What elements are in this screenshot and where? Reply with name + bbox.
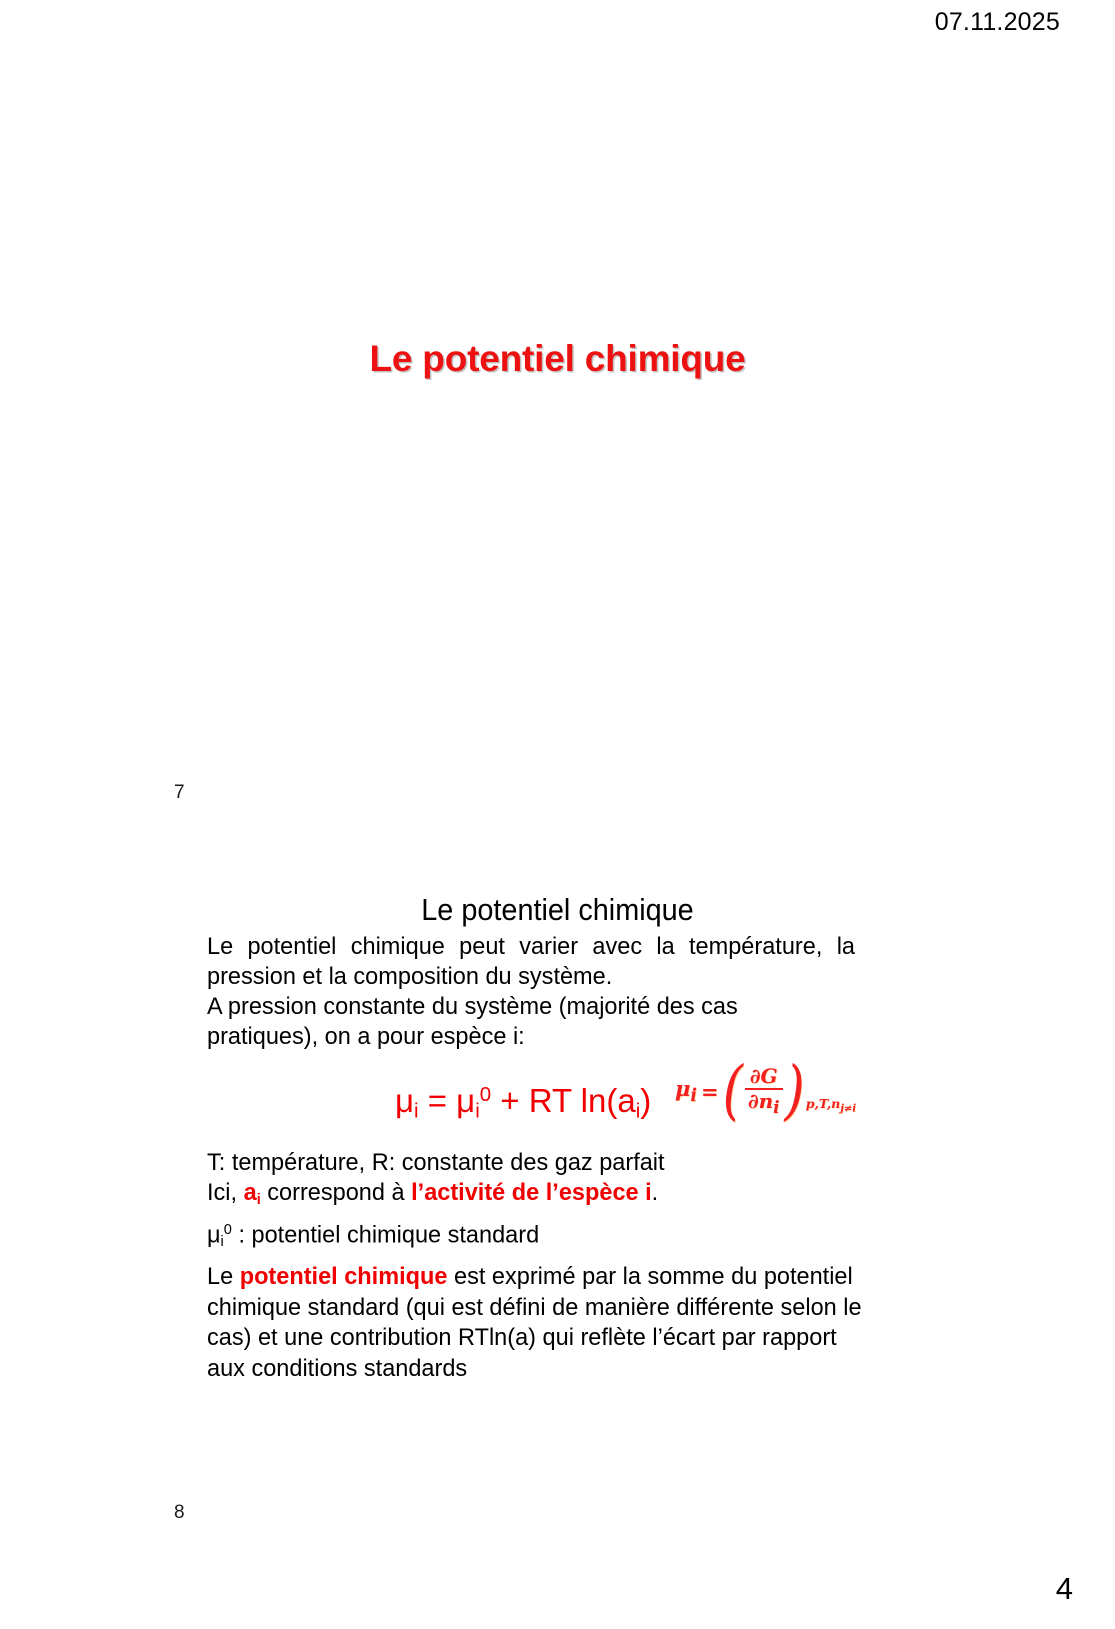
eq-partial-open-paren: ( [722, 1053, 743, 1129]
slide-8-notes [207, 1148, 879, 1257]
note-activity-prefix: Ici, [207, 1179, 244, 1206]
slide-8-conclusion [207, 1262, 879, 1384]
slide-7 [0, 60, 1115, 803]
slide-8-number: 8 [174, 1502, 185, 1523]
eq-partial-numerator: ∂G [749, 1064, 778, 1088]
eq-partial-denominator-subscript: i [773, 1097, 780, 1117]
equation-partial-derivative [675, 1053, 857, 1129]
eq-mu-standard-superscript: 0 [479, 1082, 492, 1106]
conclusion-paragraph [207, 1262, 879, 1384]
note-standard-mu-sub: i [220, 1232, 224, 1250]
eq-partial-mu-symbol: μ [675, 1076, 691, 1102]
eq-mu-standard: μ [456, 1082, 476, 1119]
slide-7-title: Le potentiel chimique [369, 338, 746, 379]
eq-close-paren: ) [640, 1082, 652, 1119]
paragraph-constant-pressure-line1: A pression constante du système (majorité des cas [207, 993, 738, 1020]
note-activity-middle: correspond à [260, 1179, 412, 1206]
slide-8-body [207, 932, 855, 1052]
eq-partial-conditions [806, 1096, 856, 1115]
document-date: 07.11.2025 [934, 8, 1060, 36]
eq-partial-mu-subscript: i [690, 1086, 698, 1107]
note-standard-mu: μ [207, 1221, 221, 1249]
conclusion-rest: est exprimé par la somme du potentiel chimique standard (qui est défini de manière différente selon le cas) et une contribution RTln(a) qui reflète l’écart par rapport aux conditions standards [207, 1263, 862, 1382]
eq-partial-conditions-main: p,T,n [805, 1096, 841, 1111]
equation-row [207, 1053, 907, 1152]
eq-mu: μ [395, 1082, 415, 1119]
note-activity-highlight: l’activité de l’espèce i [411, 1179, 652, 1206]
note-activity-symbol-a: a [243, 1179, 257, 1206]
eq-partial-mu [675, 1076, 697, 1106]
note-standard-mu-sup: 0 [223, 1220, 232, 1238]
conclusion-prefix: Le [207, 1263, 240, 1290]
eq-partial-conditions-sub: j≠i [840, 1103, 857, 1115]
eq-partial-equals: = [701, 1078, 719, 1104]
eq-partial-fraction [743, 1066, 785, 1117]
eq-equals: = [418, 1082, 457, 1119]
eq-mu-subscript: i [414, 1099, 419, 1123]
slide-7-number: 7 [174, 782, 185, 803]
eq-partial-denominator [745, 1090, 783, 1117]
note-activity-period: . [651, 1179, 659, 1206]
slide-8-heading: Le potentiel chimique [421, 892, 694, 927]
eq-activity-subscript: i [635, 1099, 641, 1123]
conclusion-highlight: potentiel chimique [239, 1263, 448, 1290]
paragraph-constant-pressure-line2: pratiques), on a pour espèce i: [207, 1023, 525, 1050]
paragraph-variation: Le potentiel chimique peut varier avec la température, la pression et la composition du système. [207, 933, 855, 990]
eq-partial-denominator-symbol: ∂n [747, 1089, 774, 1113]
note-activity [207, 1178, 879, 1215]
note-activity-symbol-sub: i [256, 1190, 261, 1208]
equation-chemical-potential [395, 1082, 651, 1124]
eq-partial-close-paren: ) [784, 1053, 805, 1129]
eq-mu-standard-subscript: i [475, 1099, 480, 1123]
page-folio-number: 4 [1055, 1571, 1073, 1606]
note-activity-symbol [244, 1179, 261, 1206]
note-standard-text: : potentiel chimique standard [231, 1221, 540, 1249]
note-standard-potential [207, 1215, 879, 1257]
note-temperature-gas-constant: T: température, R: constante des gaz parfait [207, 1149, 665, 1176]
eq-rt-ln: + RT ln(a [491, 1082, 636, 1119]
